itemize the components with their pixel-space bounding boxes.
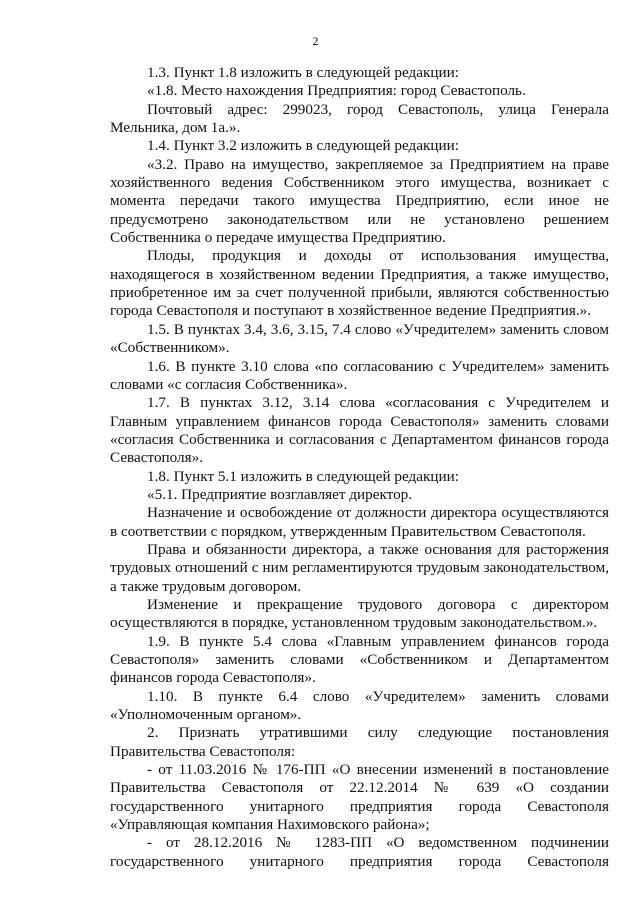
paragraph-2: 2. Признать утратившими силу следующие постановления Правительства Севастополя:: [110, 724, 609, 760]
paragraph-quote-5-1: «5.1. Предприятие возглавляет директор.: [147, 485, 413, 503]
paragraph-1-3: 1.3. Пункт 1.8 изложить в следующей редакции:: [147, 64, 460, 81]
page-number: 2: [312, 34, 319, 48]
paragraph-fruits-products: Плоды, продукция и доходы от использования имущества, находящегося в хозяйственном ведении Предприятия, а также имущество, приобретенное им за счет полученной прибыли, являются собственностью города Севастополя и поступают в хозяйственное ведение Предприятия.».: [110, 247, 609, 320]
paragraph-1-6: 1.6. В пункте 3.10 слова «по согласованию с Учредителем» заменить словами «с согласия Собственника».: [110, 357, 609, 393]
paragraph-item-176-pp: - от 11.03.2016 № 176-ПП «О внесении изменений в постановление Правительства Севастополя от 22.12.2014 № 639 «О создании государственного унитарного предприятия города Севастополя «Управляющая компания Нахимовского района»;: [110, 761, 609, 834]
paragraph-director-rights: Права и обязанности директора, а также основания для расторжения трудовых отношений с ним регламентируются трудовым законодательством, а также трудовым договором.: [110, 540, 609, 595]
paragraph-appointment: Назначение и освобождение от должности директора осуществляются в соответствии с порядком, утвержденным Правительством Севастополя.: [110, 504, 609, 540]
paragraph-quote-1-8: «1.8. Место нахождения Предприятия: город Севастополь.: [147, 82, 526, 100]
paragraph-item-1283-pp: - от 28.12.2016 № 1283-ПП «О ведомственном подчинении государственного унитарного предприятия города Севастополя: [110, 834, 609, 870]
paragraph-1-9: 1.9. В пункте 5.4 слова «Главным управлением финансов города Севастополя» заменить словами «Собственником и Департаментом финансов города Севастополя».: [110, 632, 609, 687]
paragraph-1-8: 1.8. Пункт 5.1 изложить в следующей редакции:: [147, 467, 460, 485]
paragraph-contract-change: Изменение и прекращение трудового договора с директором осуществляются в порядке, установленном трудовым законодательством.».: [110, 595, 609, 632]
paragraph-1-4: 1.4. Пункт 3.2 изложить в следующей редакции:: [147, 137, 460, 155]
paragraph-1-10: 1.10. В пункте 6.4 слово «Учредителем» заменить словами «Уполномоченным органом».: [110, 687, 609, 724]
paragraph-quote-3-2: «3.2. Право на имущество, закрепляемое за Предприятием на праве хозяйственного ведения Собственником этого имущества, возникает с момента передачи такого имущества Предприятию, если иное не предусмотрено законодательством или не установлено решением Собственника о передаче имущества Предприятию.: [110, 155, 609, 247]
paragraph-postal-address: Почтовый адрес: 299023, город Севастополь, улица Генерала Мельника, дом 1а.».: [110, 100, 609, 137]
paragraph-1-7: 1.7. В пунктах 3.12, 3.14 слова «согласования с Учредителем и Главным управлением финансов города Севастополя» заменить словами «согласия Собственника и согласования с Департаментом финансов города Севастополя».: [110, 394, 609, 467]
paragraph-1-5: 1.5. В пунктах 3.4, 3.6, 3.15, 7.4 слово «Учредителем» заменить словом «Собственником».: [110, 320, 609, 357]
document-body: [110, 64, 609, 871]
